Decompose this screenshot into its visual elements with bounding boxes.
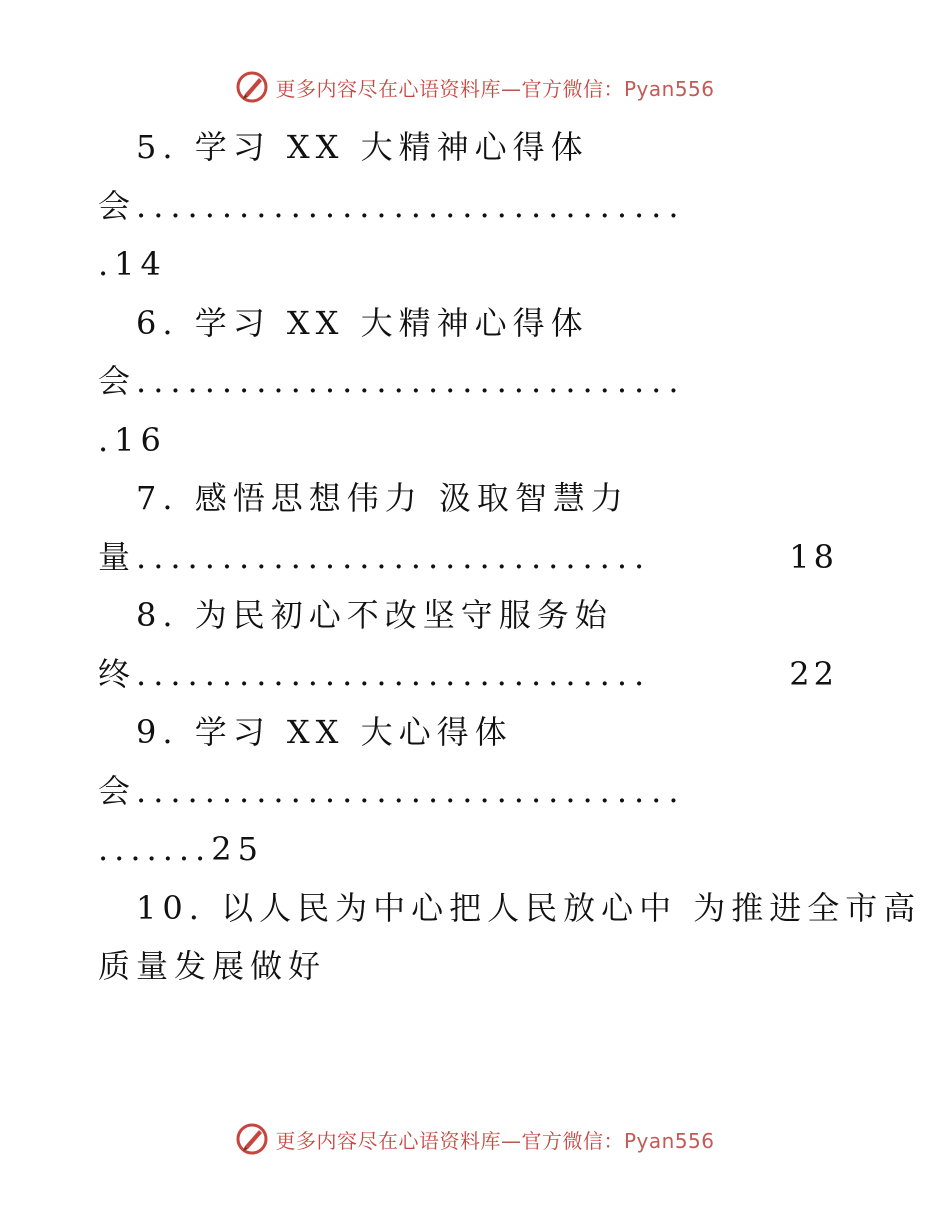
toc-entry-leader: 会 ................................ [98, 771, 686, 810]
footer-watermark [0, 1122, 950, 1156]
toc-entry-leader: 终 .............................. 22 [98, 645, 838, 704]
toc-entry-leader: 会 ................................ [98, 362, 686, 400]
toc-page-number: 22 [789, 654, 838, 693]
toc-entry-title[interactable]: 10. 以人民为中心把人民放心中 为推进全市高 [136, 888, 922, 927]
table-of-contents [98, 118, 922, 996]
toc-entry-title[interactable]: 9. 学习 XX 大心得体 [136, 713, 513, 751]
watermark-text: 更多内容尽在心语资料库—官方微信：Pyan556 [275, 1128, 715, 1153]
toc-entry-title[interactable]: 6. 学习 XX 大精神心得体 [136, 303, 589, 342]
toc-entry-continuation: 质量发展做好 [98, 947, 327, 985]
toc-entry-leader: 会 ................................ [98, 186, 686, 225]
toc-page-number: 18 [789, 537, 838, 576]
watermark-text: 更多内容尽在心语资料库—官方微信：Pyan556 [275, 76, 715, 101]
toc-entry-title[interactable]: 8. 为民初心不改坚守服务始 [136, 596, 613, 634]
toc-entry-page: .......25 [98, 830, 264, 868]
pen-logo-icon [235, 70, 269, 104]
header-watermark [0, 70, 950, 104]
toc-entry-title[interactable]: 5. 学习 XX 大精神心得体 [136, 128, 589, 166]
toc-entry-title[interactable]: 7. 感悟思想伟力 汲取智慧力 [136, 479, 629, 517]
pen-logo-icon [235, 1122, 269, 1156]
toc-entry-page: .14 [98, 245, 167, 283]
toc-entry-leader: 量 .............................. 18 [98, 528, 838, 587]
toc-entry-page: .16 [98, 420, 167, 459]
